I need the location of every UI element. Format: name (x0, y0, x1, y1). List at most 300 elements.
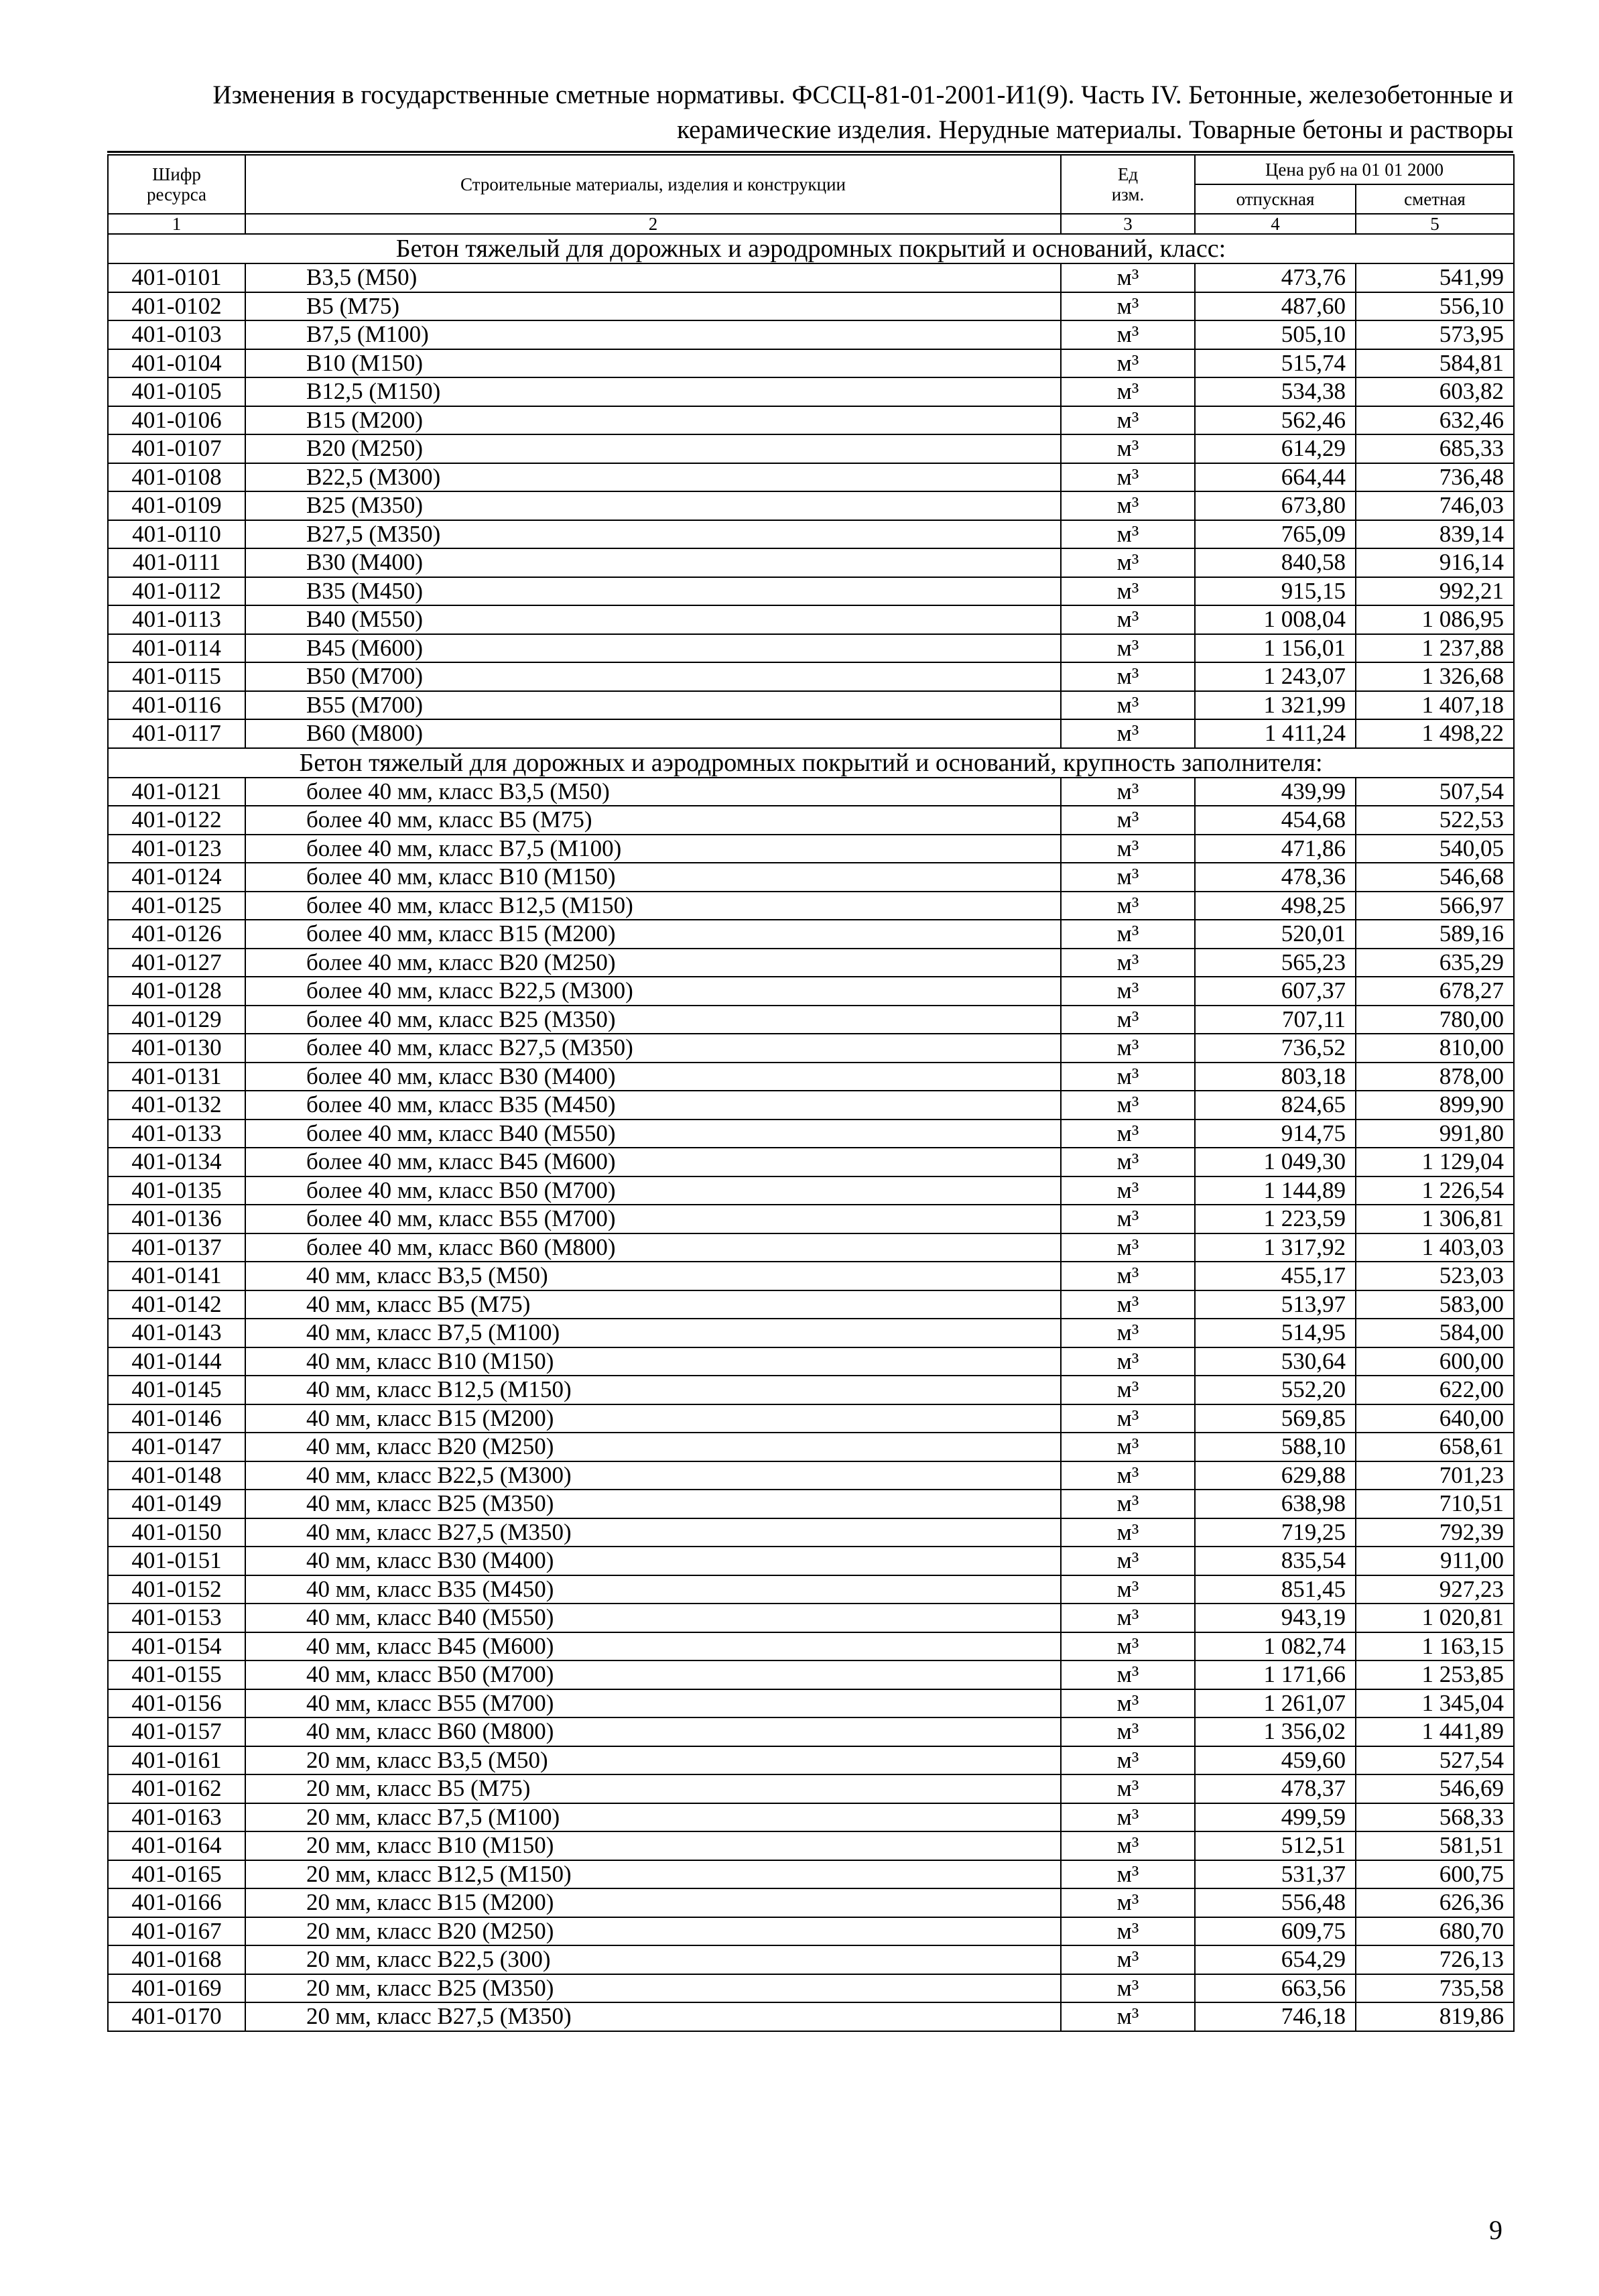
material-name: 20 мм, класс В7,5 (М100) (245, 1803, 1061, 1832)
resource-code: 401-0133 (108, 1120, 245, 1148)
material-name: более 40 мм, класс В20 (М250) (245, 949, 1061, 977)
section-title: Бетон тяжелый для дорожных и аэродромных покрытий и оснований, крупность заполнителя: (108, 748, 1514, 778)
page-number: 9 (1489, 2215, 1502, 2245)
estimate-price: 573,95 (1356, 320, 1514, 349)
unit: м³ (1061, 1632, 1195, 1661)
table-row (108, 863, 1514, 892)
estimate-price: 1 326,68 (1356, 662, 1514, 691)
unit: м³ (1061, 1148, 1195, 1176)
unit: м³ (1061, 1233, 1195, 1262)
unit: м³ (1061, 691, 1195, 720)
material-name: В15 (М200) (245, 406, 1061, 435)
release-price: 943,19 (1195, 1604, 1356, 1632)
table-row (108, 1604, 1514, 1632)
release-price: 512,51 (1195, 1831, 1356, 1860)
table-row (108, 835, 1514, 863)
estimate-price: 546,68 (1356, 863, 1514, 892)
table-row (108, 1176, 1514, 1205)
material-name: более 40 мм, класс В7,5 (М100) (245, 835, 1061, 863)
table-row (108, 1660, 1514, 1689)
material-name: 40 мм, класс В15 (М200) (245, 1404, 1061, 1433)
resource-code: 401-0162 (108, 1774, 245, 1803)
unit: м³ (1061, 1461, 1195, 1490)
release-price: 1 171,66 (1195, 1660, 1356, 1689)
unit: м³ (1061, 1575, 1195, 1604)
resource-code: 401-0144 (108, 1347, 245, 1376)
unit: м³ (1061, 1433, 1195, 1461)
unit: м³ (1061, 719, 1195, 748)
column-number: 1 (108, 214, 245, 234)
estimate-price: 1 498,22 (1356, 719, 1514, 748)
resource-code: 401-0163 (108, 1803, 245, 1832)
table-row (108, 1006, 1514, 1034)
release-price: 765,09 (1195, 520, 1356, 549)
unit: м³ (1061, 320, 1195, 349)
material-name: 20 мм, класс В15 (М200) (245, 1888, 1061, 1917)
resource-code: 401-0117 (108, 719, 245, 748)
material-name: более 40 мм, класс В12,5 (М150) (245, 892, 1061, 920)
table-row (108, 719, 1514, 748)
release-price: 556,48 (1195, 1888, 1356, 1917)
material-name: В45 (М600) (245, 634, 1061, 663)
table-row (108, 463, 1514, 492)
estimate-price: 626,36 (1356, 1888, 1514, 1917)
resource-code: 401-0167 (108, 1917, 245, 1946)
unit: м³ (1061, 1376, 1195, 1404)
table-row (108, 1632, 1514, 1661)
resource-code: 401-0124 (108, 863, 245, 892)
release-price: 1 144,89 (1195, 1176, 1356, 1205)
unit: м³ (1061, 1006, 1195, 1034)
estimate-price: 523,03 (1356, 1262, 1514, 1290)
resource-code: 401-0112 (108, 577, 245, 606)
unit: м³ (1061, 1774, 1195, 1803)
resource-code: 401-0169 (108, 1974, 245, 2003)
header-name: Строительные материалы, изделия и конструкции (245, 155, 1061, 214)
release-price: 1 317,92 (1195, 1233, 1356, 1262)
table-row (108, 1404, 1514, 1433)
estimate-price: 568,33 (1356, 1803, 1514, 1832)
estimate-price: 792,39 (1356, 1518, 1514, 1547)
resource-code: 401-0170 (108, 2002, 245, 2031)
estimate-price: 680,70 (1356, 1917, 1514, 1946)
material-name: 40 мм, класс В30 (М400) (245, 1547, 1061, 1575)
table-row (108, 778, 1514, 806)
material-name: 40 мм, класс В10 (М150) (245, 1347, 1061, 1376)
release-price: 614,29 (1195, 434, 1356, 463)
material-name: В25 (М350) (245, 491, 1061, 520)
estimate-price: 810,00 (1356, 1034, 1514, 1063)
table-row (108, 1262, 1514, 1290)
estimate-price: 1 163,15 (1356, 1632, 1514, 1661)
unit: м³ (1061, 349, 1195, 378)
resource-code: 401-0148 (108, 1461, 245, 1490)
material-name: более 40 мм, класс В3,5 (М50) (245, 778, 1061, 806)
material-name: В5 (М75) (245, 292, 1061, 321)
table-row (108, 1205, 1514, 1233)
resource-code: 401-0103 (108, 320, 245, 349)
estimate-price: 581,51 (1356, 1831, 1514, 1860)
resource-code: 401-0135 (108, 1176, 245, 1205)
unit: м³ (1061, 1831, 1195, 1860)
resource-code: 401-0106 (108, 406, 245, 435)
resource-code: 401-0130 (108, 1034, 245, 1063)
estimate-price: 927,23 (1356, 1575, 1514, 1604)
estimate-price: 899,90 (1356, 1091, 1514, 1120)
material-name: более 40 мм, класс В50 (М700) (245, 1176, 1061, 1205)
unit: м³ (1061, 1888, 1195, 1917)
unit: м³ (1061, 1034, 1195, 1063)
table-row (108, 1518, 1514, 1547)
table-row (108, 434, 1514, 463)
document-title (101, 78, 1513, 147)
header-release: отпускная (1195, 184, 1356, 214)
material-name: В27,5 (М350) (245, 520, 1061, 549)
release-price: 478,37 (1195, 1774, 1356, 1803)
material-name: 40 мм, класс В20 (М250) (245, 1433, 1061, 1461)
table-row (108, 1547, 1514, 1575)
release-price: 530,64 (1195, 1347, 1356, 1376)
material-name: 40 мм, класс В7,5 (М100) (245, 1319, 1061, 1347)
table-row (108, 634, 1514, 663)
resource-code: 401-0115 (108, 662, 245, 691)
release-price: 1 223,59 (1195, 1205, 1356, 1233)
table-row (108, 691, 1514, 720)
release-price: 840,58 (1195, 548, 1356, 577)
unit: м³ (1061, 1319, 1195, 1347)
material-name: 40 мм, класс В5 (М75) (245, 1290, 1061, 1319)
estimate-price: 736,48 (1356, 463, 1514, 492)
unit: м³ (1061, 1974, 1195, 2003)
unit: м³ (1061, 377, 1195, 406)
material-name: 20 мм, класс В25 (М350) (245, 1974, 1061, 2003)
estimate-price: 540,05 (1356, 835, 1514, 863)
unit: м³ (1061, 1746, 1195, 1775)
estimate-price: 603,82 (1356, 377, 1514, 406)
resource-code: 401-0147 (108, 1433, 245, 1461)
unit: м³ (1061, 2002, 1195, 2031)
release-price: 914,75 (1195, 1120, 1356, 1148)
material-name: более 40 мм, класс В15 (М200) (245, 920, 1061, 949)
material-name: 40 мм, класс В60 (М800) (245, 1717, 1061, 1746)
release-price: 1 008,04 (1195, 605, 1356, 634)
table-row (108, 1461, 1514, 1490)
table-row (108, 1860, 1514, 1889)
release-price: 803,18 (1195, 1063, 1356, 1091)
resource-code: 401-0137 (108, 1233, 245, 1262)
release-price: 455,17 (1195, 1262, 1356, 1290)
estimate-price: 658,61 (1356, 1433, 1514, 1461)
section-title: Бетон тяжелый для дорожных и аэродромных покрытий и оснований, класс: (108, 234, 1514, 263)
material-name: более 40 мм, класс В27,5 (М350) (245, 1034, 1061, 1063)
unit: м³ (1061, 1490, 1195, 1518)
material-name: более 40 мм, класс В5 (М75) (245, 806, 1061, 835)
estimate-price: 632,46 (1356, 406, 1514, 435)
resource-code: 401-0132 (108, 1091, 245, 1120)
unit: м³ (1061, 1945, 1195, 1974)
estimate-price: 635,29 (1356, 949, 1514, 977)
material-name: 20 мм, класс В22,5 (300) (245, 1945, 1061, 1974)
table-row (108, 1831, 1514, 1860)
release-price: 654,29 (1195, 1945, 1356, 1974)
table-row (108, 662, 1514, 691)
release-price: 471,86 (1195, 835, 1356, 863)
release-price: 707,11 (1195, 1006, 1356, 1034)
unit: м³ (1061, 434, 1195, 463)
release-price: 520,01 (1195, 920, 1356, 949)
table-row (108, 1347, 1514, 1376)
material-name: 20 мм, класс В5 (М75) (245, 1774, 1061, 1803)
header-code: Шифр ресурса (108, 155, 245, 214)
resource-code: 401-0110 (108, 520, 245, 549)
unit: м³ (1061, 1404, 1195, 1433)
unit: м³ (1061, 1917, 1195, 1946)
resource-code: 401-0156 (108, 1689, 245, 1718)
price-table (107, 154, 1515, 2032)
material-name: более 40 мм, класс В60 (М800) (245, 1233, 1061, 1262)
material-name: В7,5 (М100) (245, 320, 1061, 349)
table-row (108, 1034, 1514, 1063)
header-estimate: сметная (1356, 184, 1514, 214)
release-price: 663,56 (1195, 1974, 1356, 2003)
material-name: более 40 мм, класс В10 (М150) (245, 863, 1061, 892)
table-row (108, 1717, 1514, 1746)
resource-code: 401-0142 (108, 1290, 245, 1319)
unit: м³ (1061, 863, 1195, 892)
unit: м³ (1061, 892, 1195, 920)
material-name: 40 мм, класс В55 (М700) (245, 1689, 1061, 1718)
resource-code: 401-0165 (108, 1860, 245, 1889)
unit: м³ (1061, 1717, 1195, 1746)
release-price: 1 243,07 (1195, 662, 1356, 691)
table-row (108, 1689, 1514, 1718)
table-row (108, 1575, 1514, 1604)
table-row (108, 806, 1514, 835)
unit: м³ (1061, 778, 1195, 806)
estimate-price: 911,00 (1356, 1547, 1514, 1575)
release-price: 565,23 (1195, 949, 1356, 977)
resource-code: 401-0154 (108, 1632, 245, 1661)
resource-code: 401-0121 (108, 778, 245, 806)
table-row (108, 1888, 1514, 1917)
resource-code: 401-0155 (108, 1660, 245, 1689)
table-row (108, 1148, 1514, 1176)
unit: м³ (1061, 1347, 1195, 1376)
unit: м³ (1061, 977, 1195, 1006)
material-name: В3,5 (М50) (245, 263, 1061, 292)
unit: м³ (1061, 634, 1195, 663)
estimate-price: 583,00 (1356, 1290, 1514, 1319)
unit: м³ (1061, 1205, 1195, 1233)
estimate-price: 1 020,81 (1356, 1604, 1514, 1632)
material-name: 40 мм, класс В22,5 (М300) (245, 1461, 1061, 1490)
release-price: 478,36 (1195, 863, 1356, 892)
estimate-price: 878,00 (1356, 1063, 1514, 1091)
estimate-price: 1 441,89 (1356, 1717, 1514, 1746)
material-name: 20 мм, класс В20 (М250) (245, 1917, 1061, 1946)
table-row (108, 949, 1514, 977)
material-name: более 40 мм, класс В22,5 (М300) (245, 977, 1061, 1006)
release-price: 499,59 (1195, 1803, 1356, 1832)
header-price: Цена руб на 01 01 2000 (1195, 155, 1514, 184)
material-name: 20 мм, класс В27,5 (М350) (245, 2002, 1061, 2031)
table-row (108, 1746, 1514, 1775)
unit: м³ (1061, 577, 1195, 606)
table-row (108, 977, 1514, 1006)
material-name: более 40 мм, класс В55 (М700) (245, 1205, 1061, 1233)
table-row (108, 1091, 1514, 1120)
table-row (108, 377, 1514, 406)
resource-code: 401-0128 (108, 977, 245, 1006)
table-row (108, 320, 1514, 349)
estimate-price: 622,00 (1356, 1376, 1514, 1404)
material-name: В12,5 (М150) (245, 377, 1061, 406)
resource-code: 401-0101 (108, 263, 245, 292)
release-price: 1 411,24 (1195, 719, 1356, 748)
resource-code: 401-0168 (108, 1945, 245, 1974)
material-name: 40 мм, класс В40 (М550) (245, 1604, 1061, 1632)
estimate-price: 1 403,03 (1356, 1233, 1514, 1262)
estimate-price: 527,54 (1356, 1746, 1514, 1775)
unit: м³ (1061, 1860, 1195, 1889)
estimate-price: 1 253,85 (1356, 1660, 1514, 1689)
table-row (108, 520, 1514, 549)
resource-code: 401-0150 (108, 1518, 245, 1547)
table-row (108, 263, 1514, 292)
release-price: 607,37 (1195, 977, 1356, 1006)
estimate-price: 566,97 (1356, 892, 1514, 920)
estimate-price: 839,14 (1356, 520, 1514, 549)
material-name: 40 мм, класс В12,5 (М150) (245, 1376, 1061, 1404)
table-header (108, 155, 1514, 234)
material-name: более 40 мм, класс В35 (М450) (245, 1091, 1061, 1120)
resource-code: 401-0151 (108, 1547, 245, 1575)
release-price: 673,80 (1195, 491, 1356, 520)
release-price: 513,97 (1195, 1290, 1356, 1319)
release-price: 719,25 (1195, 1518, 1356, 1547)
estimate-price: 507,54 (1356, 778, 1514, 806)
resource-code: 401-0146 (108, 1404, 245, 1433)
estimate-price: 780,00 (1356, 1006, 1514, 1034)
estimate-price: 1 086,95 (1356, 605, 1514, 634)
estimate-price: 701,23 (1356, 1461, 1514, 1490)
table-row (108, 292, 1514, 321)
release-price: 1 156,01 (1195, 634, 1356, 663)
unit: м³ (1061, 1063, 1195, 1091)
resource-code: 401-0145 (108, 1376, 245, 1404)
table-row (108, 349, 1514, 378)
release-price: 638,98 (1195, 1490, 1356, 1518)
table-row (108, 1063, 1514, 1091)
section-row (108, 748, 1514, 778)
resource-code: 401-0127 (108, 949, 245, 977)
unit: м³ (1061, 1120, 1195, 1148)
material-name: В60 (М800) (245, 719, 1061, 748)
material-name: 40 мм, класс В45 (М600) (245, 1632, 1061, 1661)
unit: м³ (1061, 1262, 1195, 1290)
material-name: более 40 мм, класс В30 (М400) (245, 1063, 1061, 1091)
estimate-price: 1 237,88 (1356, 634, 1514, 663)
release-price: 505,10 (1195, 320, 1356, 349)
estimate-price: 710,51 (1356, 1490, 1514, 1518)
resource-code: 401-0143 (108, 1319, 245, 1347)
resource-code: 401-0105 (108, 377, 245, 406)
release-price: 534,38 (1195, 377, 1356, 406)
release-price: 1 321,99 (1195, 691, 1356, 720)
release-price: 473,76 (1195, 263, 1356, 292)
release-price: 1 356,02 (1195, 1717, 1356, 1746)
column-numbers-row (108, 214, 1514, 234)
unit: м³ (1061, 1290, 1195, 1319)
resource-code: 401-0157 (108, 1717, 245, 1746)
resource-code: 401-0136 (108, 1205, 245, 1233)
unit: м³ (1061, 605, 1195, 634)
release-price: 609,75 (1195, 1917, 1356, 1946)
estimate-price: 600,75 (1356, 1860, 1514, 1889)
material-name: 40 мм, класс В25 (М350) (245, 1490, 1061, 1518)
estimate-price: 584,00 (1356, 1319, 1514, 1347)
resource-code: 401-0166 (108, 1888, 245, 1917)
unit: м³ (1061, 1518, 1195, 1547)
material-name: 20 мм, класс В12,5 (М150) (245, 1860, 1061, 1889)
estimate-price: 1 407,18 (1356, 691, 1514, 720)
unit: м³ (1061, 1689, 1195, 1718)
release-price: 664,44 (1195, 463, 1356, 492)
unit: м³ (1061, 835, 1195, 863)
section-row (108, 234, 1514, 263)
resource-code: 401-0129 (108, 1006, 245, 1034)
estimate-price: 991,80 (1356, 1120, 1514, 1148)
release-price: 498,25 (1195, 892, 1356, 920)
release-price: 588,10 (1195, 1433, 1356, 1461)
table-row (108, 1974, 1514, 2003)
estimate-price: 735,58 (1356, 1974, 1514, 2003)
release-price: 1 049,30 (1195, 1148, 1356, 1176)
estimate-price: 640,00 (1356, 1404, 1514, 1433)
table-body (108, 234, 1514, 2031)
material-name: В35 (М450) (245, 577, 1061, 606)
release-price: 915,15 (1195, 577, 1356, 606)
unit: м³ (1061, 949, 1195, 977)
release-price: 439,99 (1195, 778, 1356, 806)
title-rule (107, 151, 1513, 153)
material-name: 40 мм, класс В3,5 (М50) (245, 1262, 1061, 1290)
resource-code: 401-0116 (108, 691, 245, 720)
material-name: В10 (М150) (245, 349, 1061, 378)
resource-code: 401-0111 (108, 548, 245, 577)
estimate-price: 726,13 (1356, 1945, 1514, 1974)
table-row (108, 1917, 1514, 1946)
unit: м³ (1061, 548, 1195, 577)
table-row (108, 1774, 1514, 1803)
estimate-price: 556,10 (1356, 292, 1514, 321)
material-name: В20 (М250) (245, 434, 1061, 463)
resource-code: 401-0134 (108, 1148, 245, 1176)
estimate-price: 685,33 (1356, 434, 1514, 463)
estimate-price: 746,03 (1356, 491, 1514, 520)
resource-code: 401-0149 (108, 1490, 245, 1518)
estimate-price: 546,69 (1356, 1774, 1514, 1803)
material-name: В50 (М700) (245, 662, 1061, 691)
table-row (108, 605, 1514, 634)
unit: м³ (1061, 520, 1195, 549)
resource-code: 401-0114 (108, 634, 245, 663)
release-price: 487,60 (1195, 292, 1356, 321)
material-name: 40 мм, класс В50 (М700) (245, 1660, 1061, 1689)
release-price: 736,52 (1195, 1034, 1356, 1063)
table-row (108, 1433, 1514, 1461)
material-name: В40 (М550) (245, 605, 1061, 634)
